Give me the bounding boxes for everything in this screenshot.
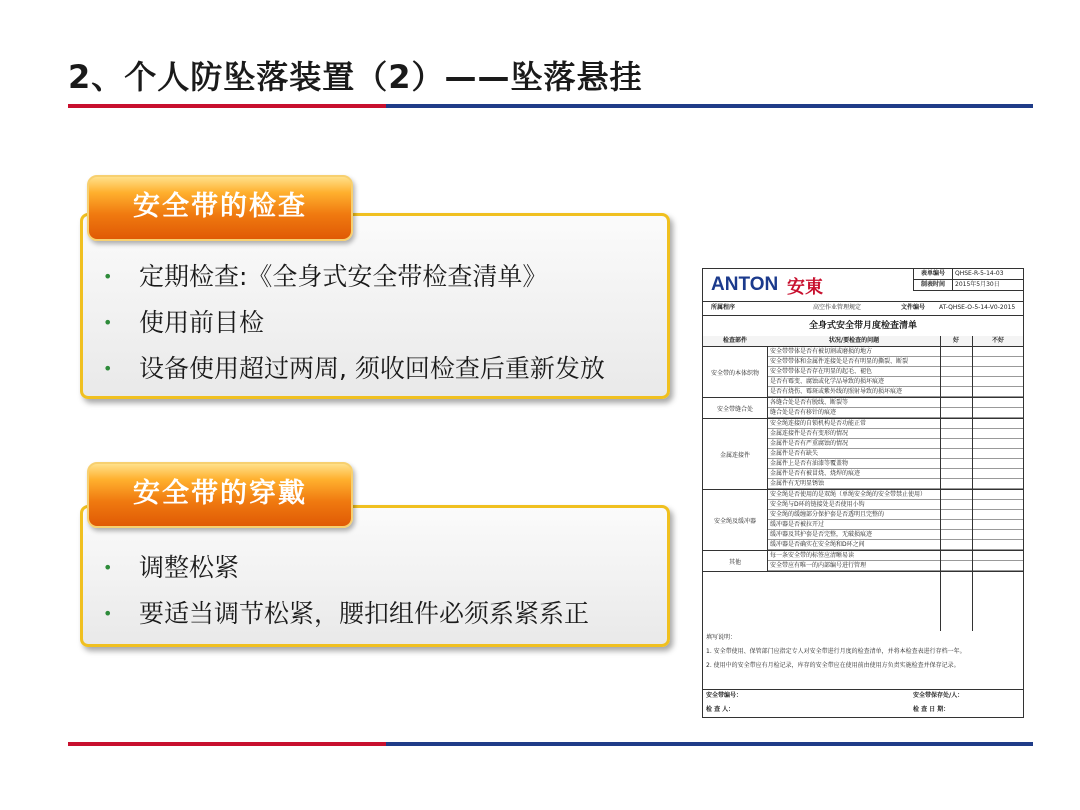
anton-logo-cn: 安東 [787, 277, 823, 298]
form-check-item: 缝合处是否有移针的痕迹 [768, 408, 1023, 418]
form-check-item: 是否有霉变、腐蚀或化学品导致的损坏痕迹 [768, 377, 1023, 387]
form-title: 全身式安全带月度检查清单 [703, 316, 1023, 337]
form-check-item: 安全带应有唯一的内部编号进行管理 [768, 561, 1023, 571]
form-group-name: 安全带缝合处 [703, 398, 768, 418]
form-meta: 表单编号 QHSE-R-5-14-03 制表时间 2015年5月30日 [913, 269, 1023, 291]
form-check-item: 缓冲器是否被拉开过 [768, 520, 1023, 530]
form-check-item: 每一条安全带的标签应清晰易读 [768, 551, 1023, 561]
form-check-item: 安全带带体是否存在明显的起毛、褪色 [768, 367, 1023, 377]
form-check-item: 各缝合处是否有脱线、断裂等 [768, 398, 1023, 408]
section-tag-inspection: 安全带的检查 [87, 175, 353, 241]
form-group-name: 安全绳及缓冲器 [703, 490, 768, 550]
form-check-item: 金属件有无明显锈蚀 [768, 479, 1023, 489]
form-inspector-row: 检 查 人： 检 查 日 期： [706, 706, 950, 713]
form-group [703, 551, 1023, 572]
form-check-item: 安全绳与D环的链接处是否使用小钩 [768, 500, 1023, 510]
form-group [703, 419, 1023, 490]
form-program-row: 所属程序 高空作业管理规定 文件编号 AT-QHSE-O-5-14-V0-2015 [703, 301, 1023, 316]
bullet-dot-icon: • [103, 359, 113, 378]
form-check-item: 安全绳连接的自锁机构是否功能正常 [768, 419, 1023, 429]
form-table-header: 检查部件 状况/要检查的问题 好 不好 [703, 336, 1023, 347]
form-group [703, 347, 1023, 398]
form-check-item: 金属件是否有被冒烧、烧焊的痕迹 [768, 469, 1023, 479]
footer-rule [68, 742, 1033, 746]
bullet-dot-icon: • [103, 604, 113, 623]
form-check-item: 金属件是否有缺失 [768, 449, 1023, 459]
form-signature-row: 安全带编号： 安全带保存处/人： [706, 692, 964, 699]
form-check-item: 是否有烧伤、霉斑或紫外线的照射导致的损坏痕迹 [768, 387, 1023, 397]
form-header [703, 269, 1023, 302]
form-group [703, 490, 1023, 551]
form-check-item: 缓冲器是否确实在安全绳和D环之间 [768, 540, 1023, 550]
form-check-item: 安全带带体是否有被切割或磨损的地方 [768, 347, 1023, 357]
bullet-item: • 设备使用超过两周, 须收回检查后重新发放 [101, 346, 605, 392]
form-group-name: 金属连接件 [703, 419, 768, 489]
wearing-bullet-list [101, 545, 589, 637]
form-group-name: 其他 [703, 551, 768, 571]
bullet-dot-icon: • [103, 313, 113, 332]
title-underline [68, 104, 1033, 108]
form-check-item: 金属连接件是否有变形的情况 [768, 429, 1023, 439]
form-group [703, 398, 1023, 419]
bullet-item: • 调整松紧 [101, 545, 589, 591]
form-check-item: 金属件上是否有油漆等覆盖物 [768, 459, 1023, 469]
bullet-dot-icon: • [103, 558, 113, 577]
form-check-item: 缓冲器及其护套是否完整，无破损痕迹 [768, 530, 1023, 540]
bullet-item: • 要适当调节松紧，腰扣组件必须系紧系正 [101, 591, 589, 637]
bullet-item: • 使用前目检 [101, 300, 605, 346]
inspection-bullet-list [101, 254, 605, 392]
form-notes: 填写说明： 1. 安全带使用、保管部门应指定专人对安全带进行月度的检查清单，并将本检查表进行存档一年。 2. 使用中的安全带应有月检记录，库存的安全带应在使用前由使用方负责实施检查并保存记录。 [703, 631, 1023, 690]
form-group-name: 安全带的本体织物 [703, 347, 768, 397]
slide-title: 2、个人防坠落装置（2）——坠落悬挂 [68, 58, 643, 96]
form-check-item: 金属件是否有严重腐蚀的情况 [768, 439, 1023, 449]
form-check-item: 安全带带体和金属件连接处是否有明显的撕裂、断裂 [768, 357, 1023, 367]
checklist-form-image [702, 268, 1024, 718]
form-check-item: 安全绳的缓缠部分保护套是否透明且完整的 [768, 510, 1023, 520]
form-check-item: 安全绳是否使用的是双绳（单绳安全绳的安全带禁止使用） [768, 490, 1023, 500]
bullet-dot-icon: • [103, 267, 113, 286]
bullet-item: • 定期检查:《全身式安全带检查清单》 [101, 254, 605, 300]
anton-logo: ANTON [711, 274, 779, 295]
section-tag-wearing: 安全带的穿戴 [87, 462, 353, 528]
